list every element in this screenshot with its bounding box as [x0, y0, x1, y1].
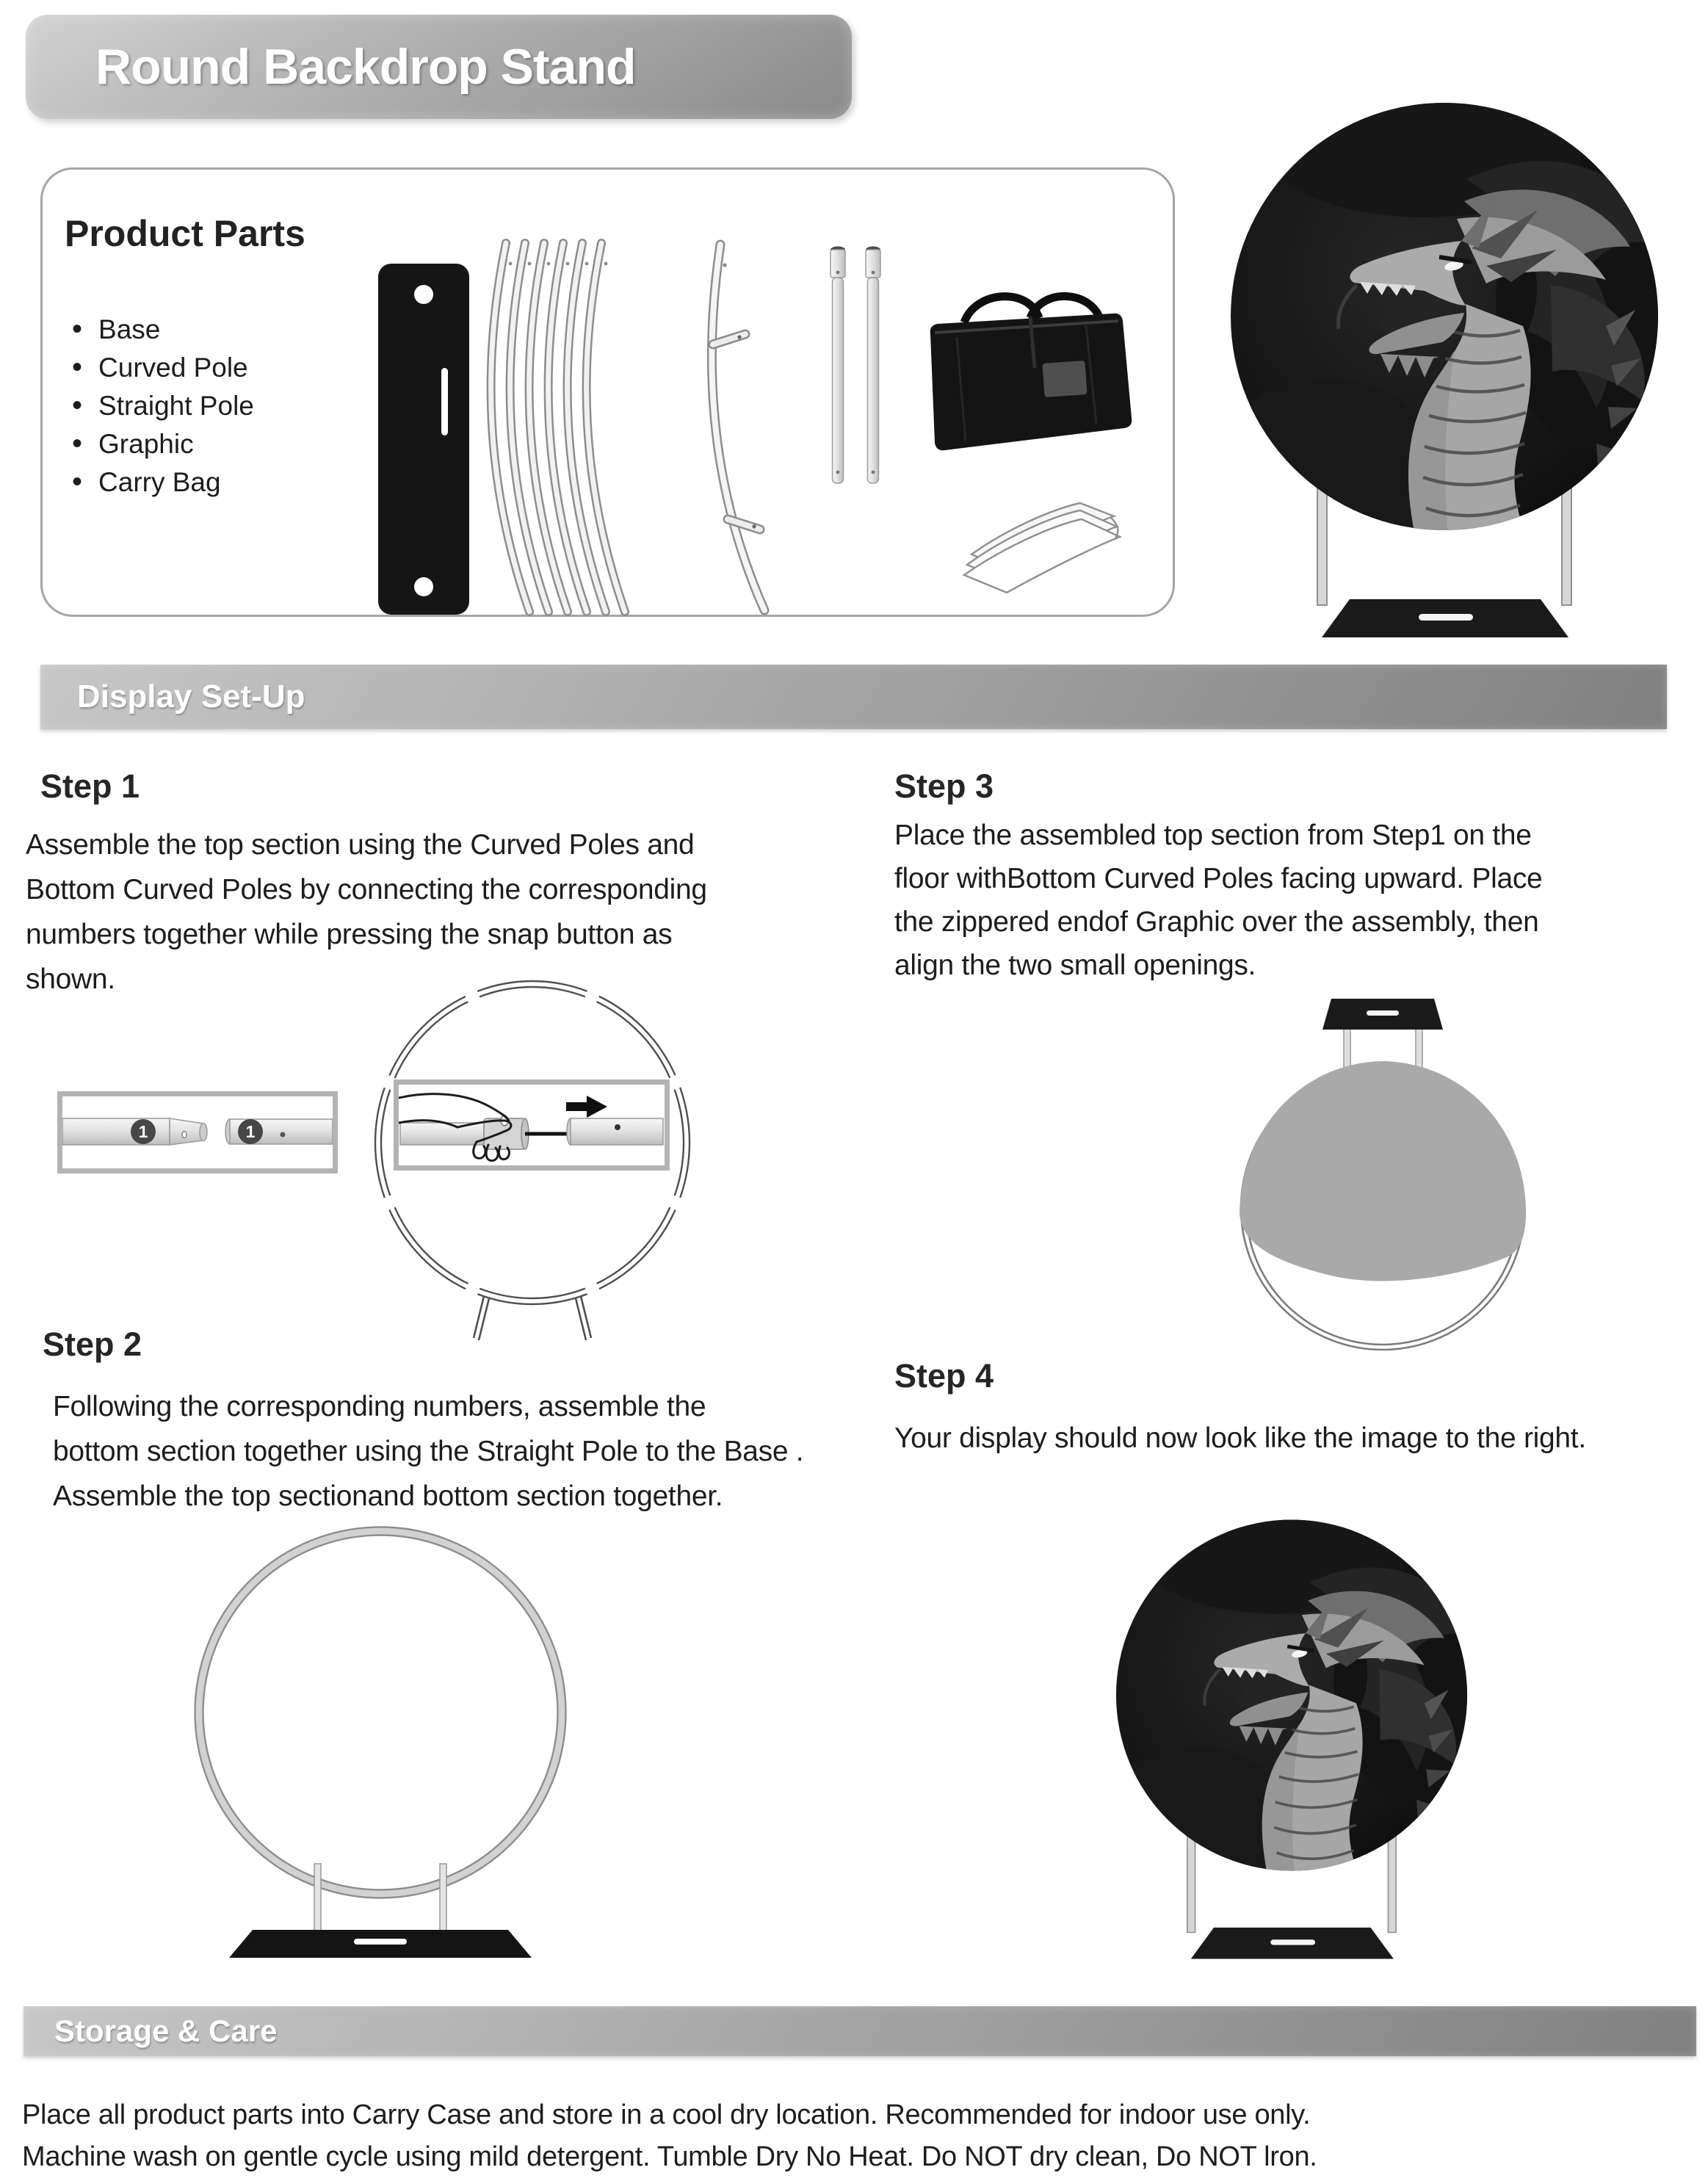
step1-line: numbers together while pressing the snap button as — [26, 919, 673, 950]
part-label-base: • Base — [98, 314, 161, 344]
display-setup-banner-label: Display Set-Up — [77, 679, 305, 715]
list-item — [72, 352, 254, 383]
list-item — [72, 314, 254, 345]
step2-line: Following the corresponding numbers, assemble the — [53, 1391, 706, 1422]
step3-line: Place the assembled top section from Step1 on the — [894, 820, 1532, 851]
step1-heading: Step 1 — [40, 767, 140, 805]
parts-heading: Product Parts — [65, 213, 305, 254]
curved-poles-illustration — [478, 234, 823, 618]
pole-connection-drawing — [62, 1096, 333, 1168]
step3-text — [894, 814, 1542, 987]
straight-poles-illustration — [823, 243, 889, 493]
step1-line: Bottom Curved Poles by connecting the corresponding — [26, 874, 707, 905]
part-label-graphic: • Graphic — [98, 429, 194, 459]
page-title: Round Backdrop Stand — [95, 39, 636, 95]
step3-heading: Step 3 — [894, 767, 994, 805]
list-item — [72, 466, 254, 498]
snap-button-drawing — [399, 1085, 665, 1165]
step4-text — [894, 1416, 1586, 1461]
step2-line: Assemble the top sectionand bottom section together. — [53, 1480, 723, 1512]
pole-connection-inset — [57, 1091, 338, 1173]
storage-care-banner — [23, 2006, 1696, 2056]
list-item — [72, 390, 254, 422]
part-label-carry-bag: • Carry Bag — [98, 467, 221, 497]
step4-line: Your display should now look like the image to the right. — [894, 1422, 1586, 1454]
pole-number-right: 1 — [245, 1122, 256, 1141]
product-parts-panel — [40, 167, 1175, 617]
snap-button-inset — [394, 1079, 670, 1171]
step2-text — [53, 1384, 803, 1519]
base-plate-illustration — [375, 261, 472, 618]
step2-line: bottom section together using the Straight Pole to the Base . — [53, 1436, 804, 1467]
step3-line: floor withBottom Curved Poles facing upward. Place — [894, 863, 1543, 894]
care-line: Place all product parts into Carry Case and store in a cool dry location. Recommended for indoor use only. — [22, 2099, 1311, 2130]
pole-number-left: 1 — [138, 1122, 148, 1141]
step4-heading: Step 4 — [894, 1357, 994, 1395]
parts-list — [72, 314, 254, 504]
carry-bag-illustration — [913, 280, 1140, 467]
display-setup-banner — [40, 665, 1667, 729]
list-item — [72, 428, 254, 460]
assembled-display-illustration — [1096, 1511, 1488, 1961]
storage-care-banner-label: Storage & Care — [54, 2014, 278, 2048]
graphic-fabric-illustration — [957, 496, 1129, 602]
step1-line: shown. — [26, 963, 115, 995]
assembled-display-photo — [1206, 93, 1683, 640]
assembled-frame-illustration — [182, 1520, 582, 1964]
step3-line: the zippered endof Graphic over the assembly, then — [894, 906, 1539, 938]
draped-graphic-illustration — [1203, 993, 1563, 1360]
step3-line: align the two small openings. — [894, 950, 1256, 981]
step1-line: Assemble the top section using the Curved Poles and — [26, 829, 695, 861]
storage-care-text — [22, 2094, 1317, 2178]
part-label-curved-pole: • Curved Pole — [98, 352, 248, 383]
title-banner — [26, 15, 852, 119]
step2-heading: Step 2 — [43, 1325, 142, 1363]
part-label-straight-pole: • Straight Pole — [98, 391, 254, 421]
care-line: Machine wash on gentle cycle using mild detergent. Tumble Dry No Heat. Do NOT dry clean, Do NOT lron. — [22, 2141, 1317, 2172]
